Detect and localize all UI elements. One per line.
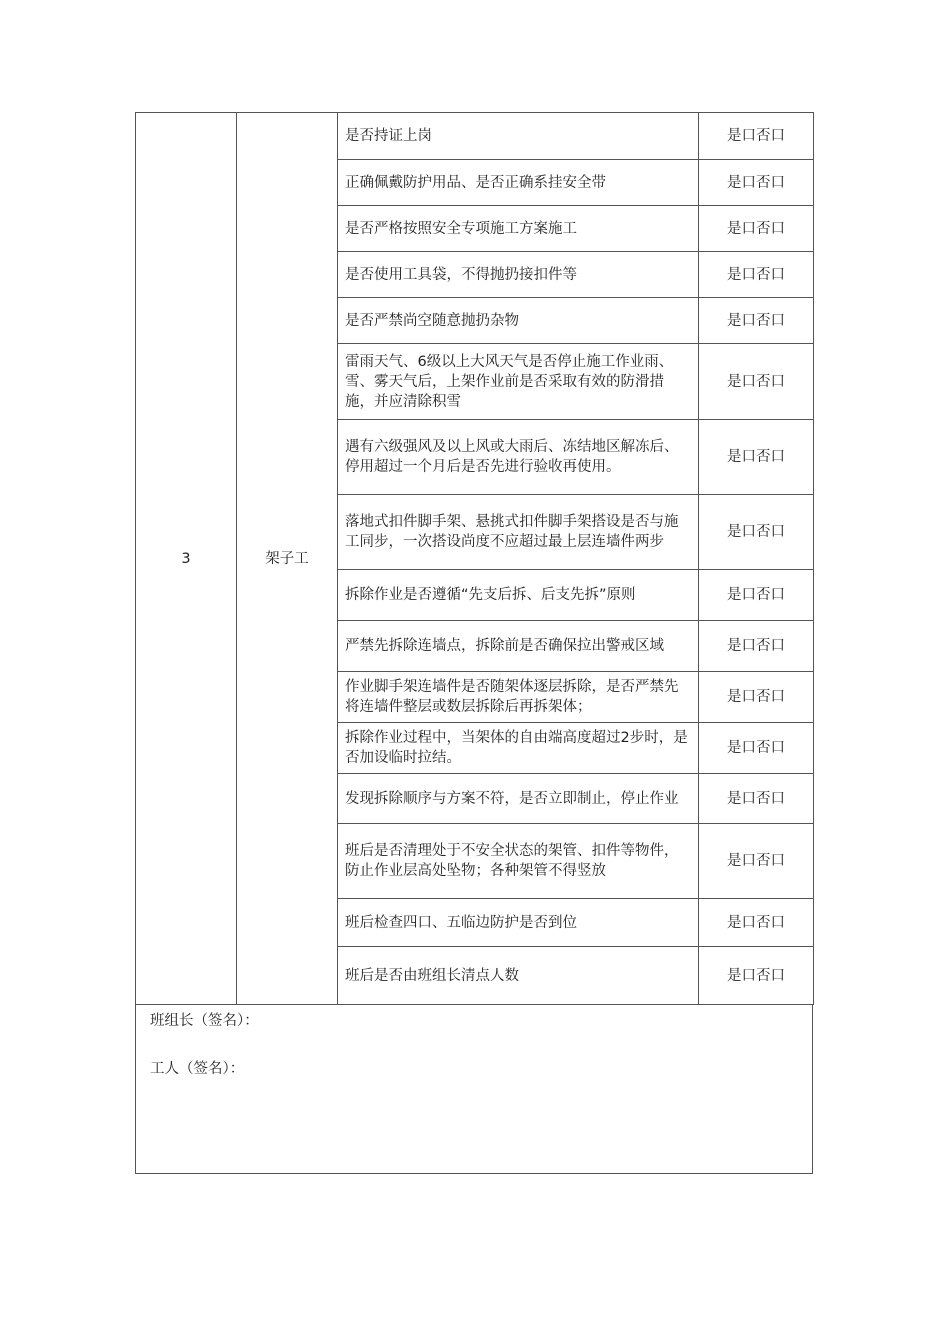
check-item: 正确佩戴防护用品、是否正确系挂安全带 [338,160,699,206]
section-number: 3 [136,113,237,1005]
yes-no-checkbox[interactable]: 是口否口 [699,621,814,672]
yes-no-checkbox[interactable]: 是口否口 [699,298,814,344]
yes-no-checkbox[interactable]: 是口否口 [699,252,814,298]
check-item: 班后检查四口、五临边防护是否到位 [338,899,699,947]
leader-signature-label[interactable]: 班组长（签名）： [150,1013,259,1029]
signature-box [135,1005,813,1174]
check-item: 严禁先拆除连墙点，拆除前是否确保拉出警戒区域 [338,621,699,672]
check-item: 班后是否由班组长清点人数 [338,947,699,1005]
yes-no-checkbox[interactable]: 是口否口 [699,420,814,495]
trade-name: 架子工 [237,113,338,1005]
check-item: 是否严格按照安全专项施工方案施工 [338,206,699,252]
check-item: 是否使用工具袋，不得抛扔接扣件等 [338,252,699,298]
yes-no-checkbox[interactable]: 是口否口 [699,672,814,723]
check-item: 发现拆除顺序与方案不符，是否立即制止，停止作业 [338,774,699,824]
check-item: 拆除作业过程中，当架体的自由端高度超过2步时，是否加设临时拉结。 [338,723,699,774]
yes-no-checkbox[interactable]: 是口否口 [699,824,814,899]
yes-no-checkbox[interactable]: 是口否口 [699,947,814,1005]
yes-no-checkbox[interactable]: 是口否口 [699,160,814,206]
yes-no-checkbox[interactable]: 是口否口 [699,206,814,252]
check-item: 是否严禁尚空随意抛扔杂物 [338,298,699,344]
check-item: 遇有六级强风及以上风或大雨后、冻结地区解冻后、停用超过一个月后是否先进行验收再使用。 [338,420,699,495]
yes-no-checkbox[interactable]: 是口否口 [699,113,814,160]
yes-no-checkbox[interactable]: 是口否口 [699,899,814,947]
check-item: 是否持证上岗 [338,113,699,160]
check-item: 班后是否清理处于不安全状态的架管、扣件等物件，防止作业层高处坠物；各种架管不得竖放 [338,824,699,899]
yes-no-checkbox[interactable]: 是口否口 [699,344,814,420]
check-item: 落地式扣件脚手架、悬挑式扣件脚手架搭设是否与施工同步，一次搭设尚度不应超过最上层连墙件两步 [338,495,699,570]
check-item: 作业脚手架连墙件是否随架体逐层拆除，是否严禁先将连墙件整层或数层拆除后再拆架体； [338,672,699,723]
yes-no-checkbox[interactable]: 是口否口 [699,495,814,570]
yes-no-checkbox[interactable]: 是口否口 [699,774,814,824]
check-item: 拆除作业是否遵循“先支后拆、后支先拆”原则 [338,570,699,621]
checklist-sheet [135,112,813,1174]
checklist-table [135,112,814,1005]
yes-no-checkbox[interactable]: 是口否口 [699,723,814,774]
worker-signature-label[interactable]: 工人（签名）： [150,1061,245,1077]
check-item: 雷雨天气、6级以上大风天气是否停止施工作业雨、雪、雾天气后，上架作业前是否采取有效的防滑措施，并应清除积雪 [338,344,699,420]
table-row [136,113,814,160]
yes-no-checkbox[interactable]: 是口否口 [699,570,814,621]
